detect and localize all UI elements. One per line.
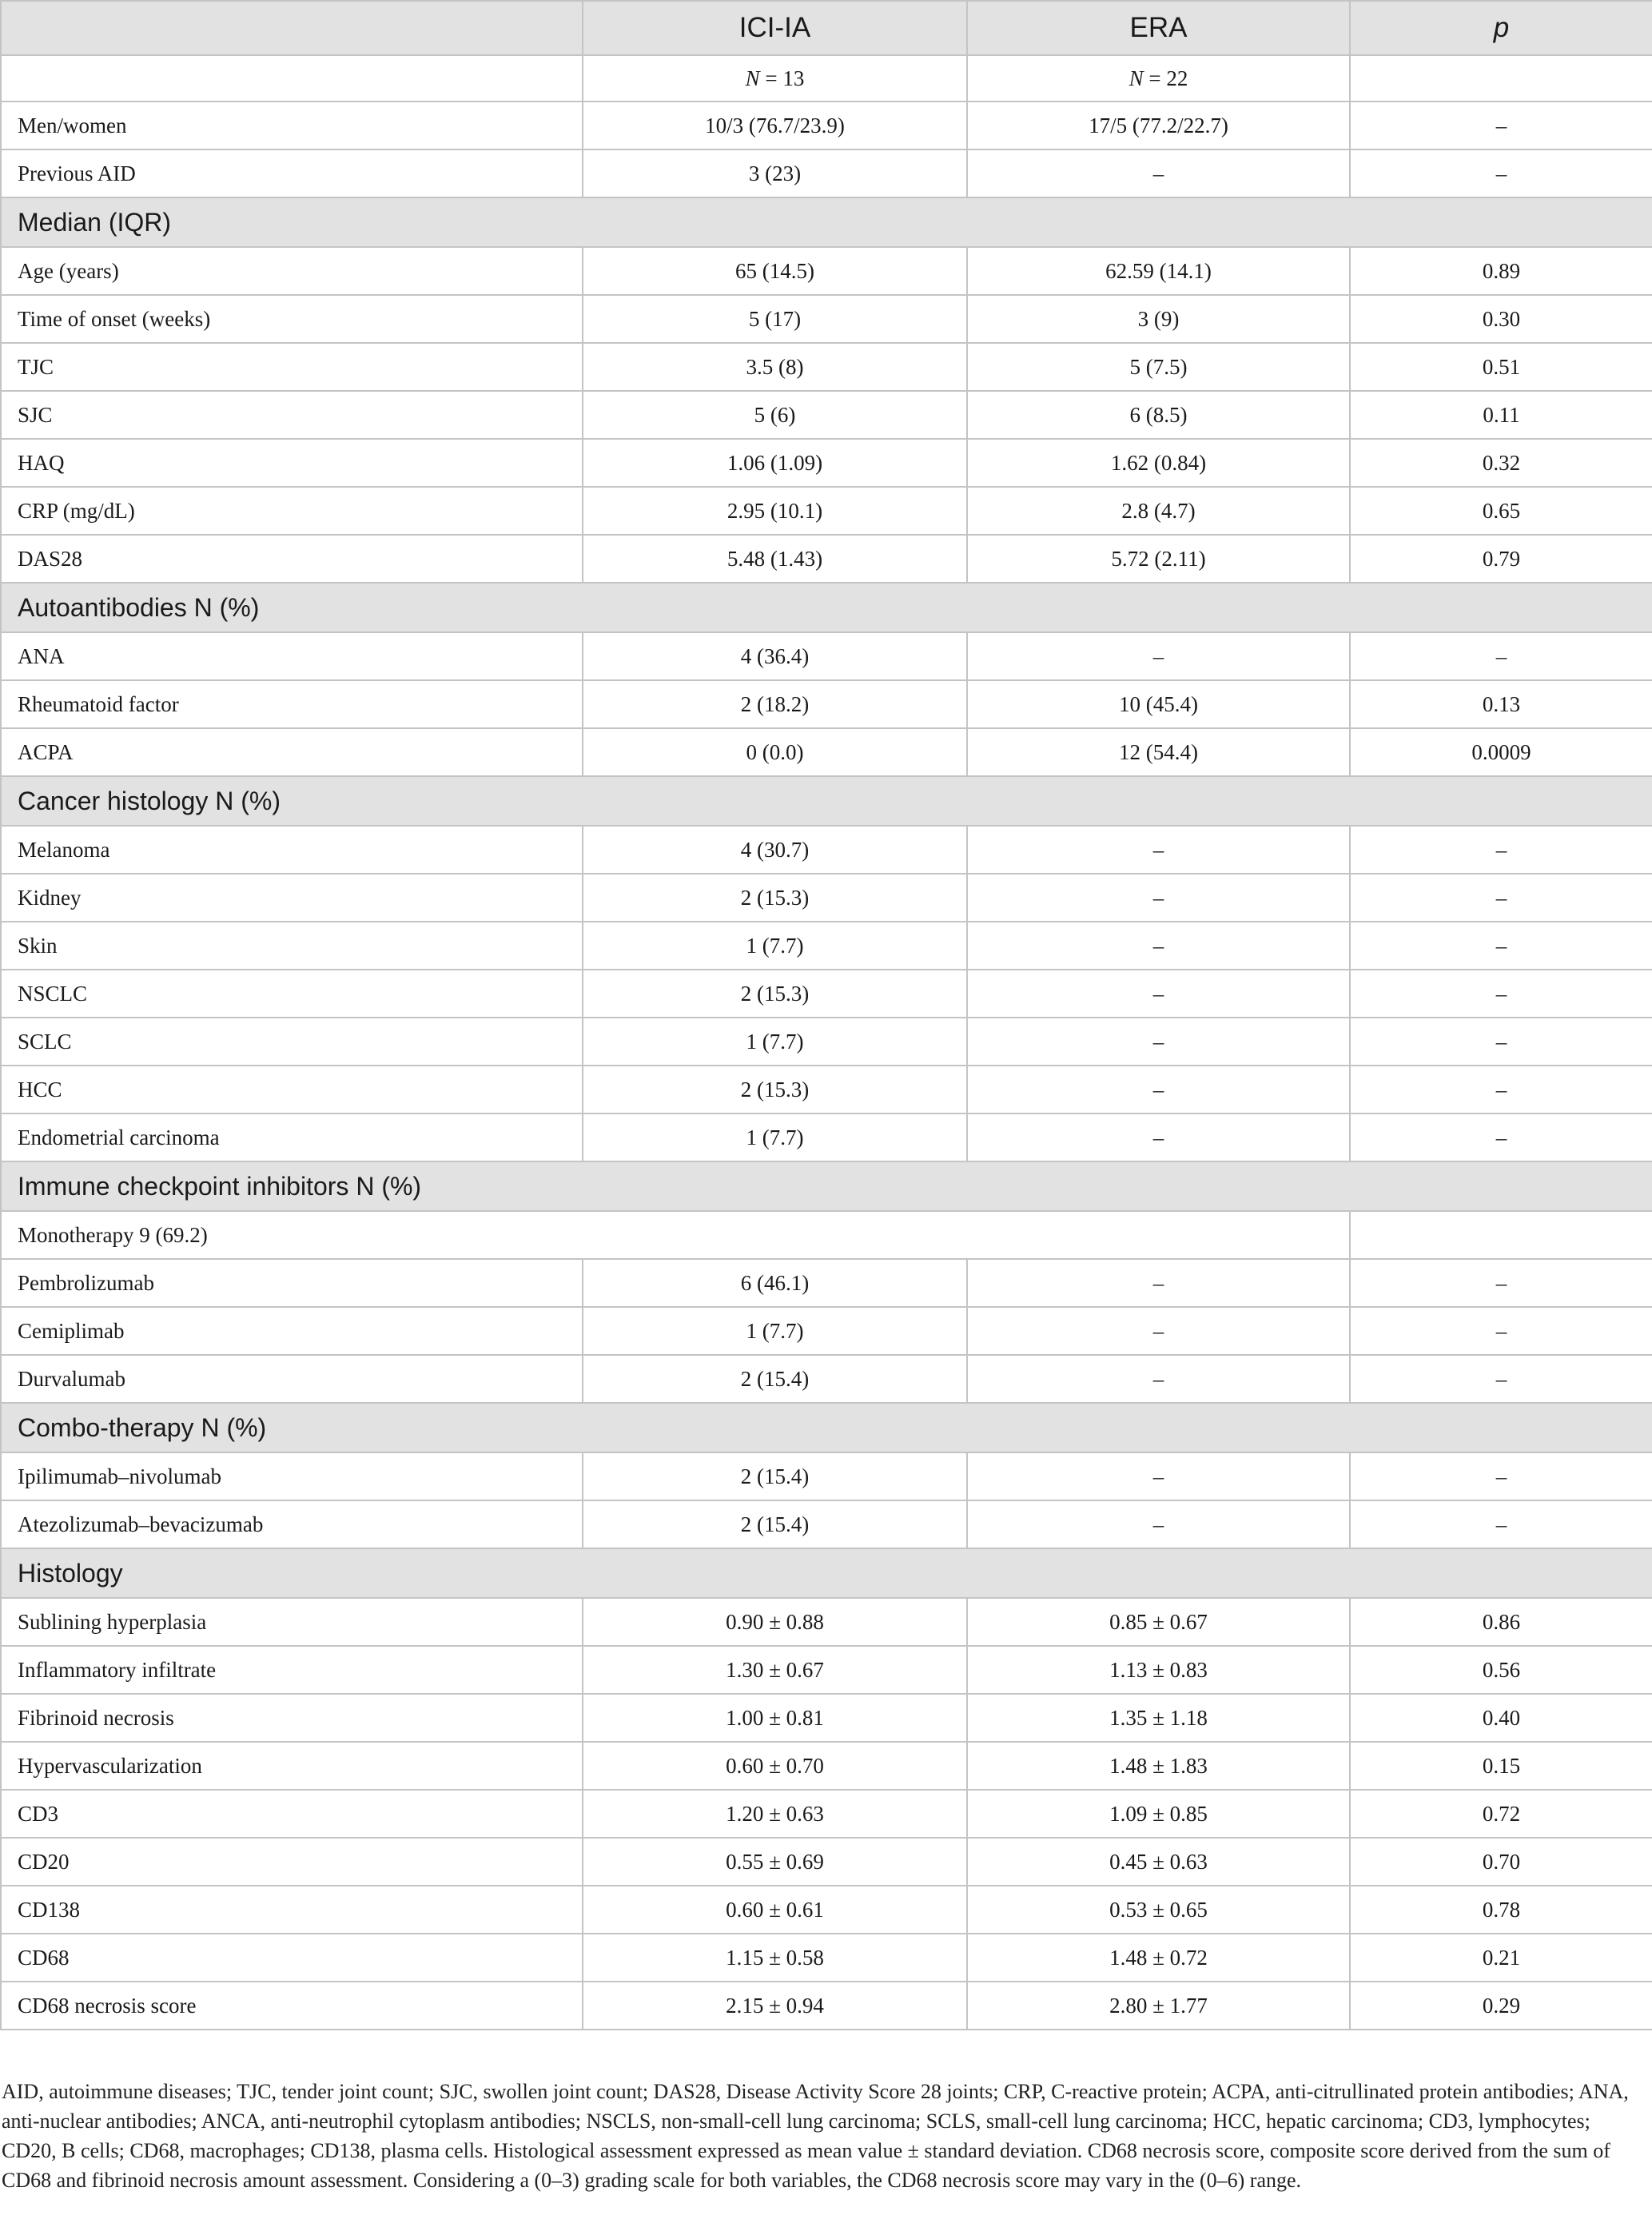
table-row xyxy=(1,102,1652,149)
ici-ia-value: 1 (7.7) xyxy=(583,1307,967,1355)
row-label: HCC xyxy=(1,1066,583,1113)
table-row xyxy=(1,343,1652,391)
header-p-value: p xyxy=(1350,1,1652,55)
row-label: Previous AID xyxy=(1,149,583,197)
table-row xyxy=(1,1598,1652,1646)
ici-ia-value: 2 (15.3) xyxy=(583,874,967,922)
era-value: – xyxy=(967,1259,1350,1307)
p-value: – xyxy=(1350,826,1652,874)
row-label: CD3 xyxy=(1,1790,583,1838)
table-row xyxy=(1,391,1652,439)
row-label: ACPA xyxy=(1,728,583,776)
table-row xyxy=(1,439,1652,487)
ici-ia-value: 2 (15.3) xyxy=(583,1066,967,1113)
era-value: – xyxy=(967,970,1350,1018)
p-value: – xyxy=(1350,1452,1652,1500)
ici-ia-value: 65 (14.5) xyxy=(583,247,967,295)
ici-ia-value: 4 (30.7) xyxy=(583,826,967,874)
ici-ia-value: 1 (7.7) xyxy=(583,1018,967,1066)
ici-ia-value: 0.60 ± 0.70 xyxy=(583,1742,967,1790)
era-value: 2.80 ± 1.77 xyxy=(967,1982,1350,2030)
section-title: Autoantibodies N (%) xyxy=(1,583,1652,632)
p-value: 0.40 xyxy=(1350,1694,1652,1742)
header-label-cell xyxy=(1,1,583,55)
table-row xyxy=(1,1934,1652,1982)
table-row xyxy=(1,922,1652,970)
era-value: 1.13 ± 0.83 xyxy=(967,1646,1350,1694)
section-header-row xyxy=(1,1161,1652,1211)
p-value: 0.15 xyxy=(1350,1742,1652,1790)
sample-size-label xyxy=(1,55,583,102)
era-value: – xyxy=(967,1018,1350,1066)
p-value: 0.78 xyxy=(1350,1886,1652,1934)
row-label: SJC xyxy=(1,391,583,439)
p-value: – xyxy=(1350,1018,1652,1066)
row-label: CD138 xyxy=(1,1886,583,1934)
era-value: 10 (45.4) xyxy=(967,680,1350,728)
p-value: 0.70 xyxy=(1350,1838,1652,1886)
table-row xyxy=(1,1500,1652,1548)
p-value: 0.79 xyxy=(1350,535,1652,583)
row-label: Melanoma xyxy=(1,826,583,874)
era-value: 3 (9) xyxy=(967,295,1350,343)
era-value: 1.48 ± 1.83 xyxy=(967,1742,1350,1790)
table-row xyxy=(1,1307,1652,1355)
row-label: DAS28 xyxy=(1,535,583,583)
row-label: Sublining hyperplasia xyxy=(1,1598,583,1646)
row-label: Ipilimumab–nivolumab xyxy=(1,1452,583,1500)
era-value: 62.59 (14.1) xyxy=(967,247,1350,295)
p-value: 0.11 xyxy=(1350,391,1652,439)
era-value: 1.35 ± 1.18 xyxy=(967,1694,1350,1742)
ici-ia-value: 3.5 (8) xyxy=(583,343,967,391)
row-label: Cemiplimab xyxy=(1,1307,583,1355)
ici-ia-value: 5 (17) xyxy=(583,295,967,343)
row-label: Age (years) xyxy=(1,247,583,295)
ici-ia-value: 6 (46.1) xyxy=(583,1259,967,1307)
row-label: Hypervascularization xyxy=(1,1742,583,1790)
p-value: 0.13 xyxy=(1350,680,1652,728)
p-value: – xyxy=(1350,1355,1652,1403)
row-label: SCLC xyxy=(1,1018,583,1066)
header-era: ERA xyxy=(967,1,1350,55)
ici-ia-value: 5.48 (1.43) xyxy=(583,535,967,583)
p-value: 0.89 xyxy=(1350,247,1652,295)
p-value: – xyxy=(1350,1066,1652,1113)
ici-ia-value: 1.06 (1.09) xyxy=(583,439,967,487)
p-value: 0.72 xyxy=(1350,1790,1652,1838)
era-value: 0.85 ± 0.67 xyxy=(967,1598,1350,1646)
row-label: CD68 xyxy=(1,1934,583,1982)
row-label: NSCLC xyxy=(1,970,583,1018)
section-title: Combo-therapy N (%) xyxy=(1,1403,1652,1452)
table-row xyxy=(1,1452,1652,1500)
era-value: 6 (8.5) xyxy=(967,391,1350,439)
p-value: 0.0009 xyxy=(1350,728,1652,776)
row-label: HAQ xyxy=(1,439,583,487)
row-label: ANA xyxy=(1,632,583,680)
era-value: – xyxy=(967,149,1350,197)
row-label: Rheumatoid factor xyxy=(1,680,583,728)
ici-ia-value: 2 (15.4) xyxy=(583,1355,967,1403)
ici-ia-value: 1 (7.7) xyxy=(583,922,967,970)
ici-ia-value: 1 (7.7) xyxy=(583,1113,967,1161)
era-value: – xyxy=(967,1355,1350,1403)
row-label: Men/women xyxy=(1,102,583,149)
era-value: – xyxy=(967,1113,1350,1161)
sample-size-era xyxy=(967,55,1350,102)
ici-ia-value: 1.30 ± 0.67 xyxy=(583,1646,967,1694)
table-row xyxy=(1,1886,1652,1934)
era-value: 0.45 ± 0.63 xyxy=(967,1838,1350,1886)
p-value: 0.21 xyxy=(1350,1934,1652,1982)
table-row xyxy=(1,1646,1652,1694)
era-value: – xyxy=(967,826,1350,874)
row-label: Durvalumab xyxy=(1,1355,583,1403)
n-value: = 22 xyxy=(1143,66,1188,90)
section-title: Median (IQR) xyxy=(1,197,1652,247)
era-value: 12 (54.4) xyxy=(967,728,1350,776)
ici-ia-value: 2 (15.4) xyxy=(583,1500,967,1548)
table-row xyxy=(1,1113,1652,1161)
row-label: Time of onset (weeks) xyxy=(1,295,583,343)
table-row xyxy=(1,149,1652,197)
p-value: – xyxy=(1350,632,1652,680)
table-row xyxy=(1,1018,1652,1066)
section-header-row xyxy=(1,1548,1652,1598)
table-row xyxy=(1,295,1652,343)
era-value: – xyxy=(967,874,1350,922)
ici-ia-value: 0.90 ± 0.88 xyxy=(583,1598,967,1646)
table-row xyxy=(1,247,1652,295)
era-value: – xyxy=(967,922,1350,970)
p-value: – xyxy=(1350,102,1652,149)
p-value: – xyxy=(1350,874,1652,922)
ici-ia-value: 0.60 ± 0.61 xyxy=(583,1886,967,1934)
row-label: Fibrinoid necrosis xyxy=(1,1694,583,1742)
section-header-row xyxy=(1,197,1652,247)
row-label: Inflammatory infiltrate xyxy=(1,1646,583,1694)
ici-ia-value: 1.20 ± 0.63 xyxy=(583,1790,967,1838)
era-value: 2.8 (4.7) xyxy=(967,487,1350,535)
section-header-row xyxy=(1,776,1652,826)
ici-ia-value: 2 (15.3) xyxy=(583,970,967,1018)
p-value: 0.32 xyxy=(1350,439,1652,487)
table-row xyxy=(1,1982,1652,2030)
p-value: 0.29 xyxy=(1350,1982,1652,2030)
sample-size-p xyxy=(1350,55,1652,102)
p-value: – xyxy=(1350,922,1652,970)
era-value: 1.09 ± 0.85 xyxy=(967,1790,1350,1838)
p-value: – xyxy=(1350,970,1652,1018)
table-row xyxy=(1,487,1652,535)
n-value: = 13 xyxy=(759,66,805,90)
ici-ia-value: 3 (23) xyxy=(583,149,967,197)
table-row xyxy=(1,1259,1652,1307)
table-row xyxy=(1,874,1652,922)
table-row xyxy=(1,826,1652,874)
era-value: 17/5 (77.2/22.7) xyxy=(967,102,1350,149)
p-value: 0.51 xyxy=(1350,343,1652,391)
ici-ia-value: 0.55 ± 0.69 xyxy=(583,1838,967,1886)
p-value: 0.65 xyxy=(1350,487,1652,535)
sample-size-row xyxy=(1,55,1652,102)
ici-ia-value: 2 (18.2) xyxy=(583,680,967,728)
table-row xyxy=(1,1694,1652,1742)
table-header-row xyxy=(1,1,1652,55)
row-label: Skin xyxy=(1,922,583,970)
ici-ia-value: 2.95 (10.1) xyxy=(583,487,967,535)
row-label: Kidney xyxy=(1,874,583,922)
subgroup-empty-cell xyxy=(1350,1211,1652,1259)
row-label: Atezolizumab–bevacizumab xyxy=(1,1500,583,1548)
table-row xyxy=(1,1355,1652,1403)
p-value: – xyxy=(1350,1259,1652,1307)
row-label: Pembrolizumab xyxy=(1,1259,583,1307)
era-value: 1.48 ± 0.72 xyxy=(967,1934,1350,1982)
section-title: Immune checkpoint inhibitors N (%) xyxy=(1,1161,1652,1211)
n-symbol: N xyxy=(1129,66,1144,90)
table-row xyxy=(1,535,1652,583)
table-row xyxy=(1,680,1652,728)
table-row xyxy=(1,728,1652,776)
row-label: Endometrial carcinoma xyxy=(1,1113,583,1161)
ici-ia-value: 0 (0.0) xyxy=(583,728,967,776)
table-footnote: AID, autoimmune diseases; TJC, tender joint count; SJC, swollen joint count; DAS28, Disease Activity Score 28 joints; CRP, C-reactive protein; ACPA, anti-citrullinated protein antibodies; ANA, anti-nuclear antibodies; ANCA, anti-neutrophil cytoplasm antibodies; NSCLS, non-small-cell lung carcinoma; SCLS, small-cell lung carcinoma; HCC, hepatic carcinoma; CD3, lymphocytes; CD20, B cells; CD68, macrophages; CD138, plasma cells. Histological assessment expressed as mean value ± standard deviation. CD68 necrosis score, composite score derived from the sum of CD68 and fibrinoid necrosis amount assessment. Considering a (0–3) grading scale for both variables, the CD68 necrosis score may vary in the (0–6) range. xyxy=(2,2080,1629,2192)
ici-ia-value: 5 (6) xyxy=(583,391,967,439)
subgroup-row xyxy=(1,1211,1652,1259)
sample-size-ici-ia xyxy=(583,55,967,102)
ici-ia-value: 2.15 ± 0.94 xyxy=(583,1982,967,2030)
section-title: Cancer histology N (%) xyxy=(1,776,1652,826)
row-label: CRP (mg/dL) xyxy=(1,487,583,535)
p-value: 0.30 xyxy=(1350,295,1652,343)
table-row xyxy=(1,1066,1652,1113)
era-value: 1.62 (0.84) xyxy=(967,439,1350,487)
table-row xyxy=(1,632,1652,680)
header-ici-ia: ICI-IA xyxy=(583,1,967,55)
table-row xyxy=(1,1742,1652,1790)
p-value: 0.56 xyxy=(1350,1646,1652,1694)
era-value: 5 (7.5) xyxy=(967,343,1350,391)
table-row xyxy=(1,1790,1652,1838)
era-value: – xyxy=(967,632,1350,680)
ici-ia-value: 1.15 ± 0.58 xyxy=(583,1934,967,1982)
row-label: TJC xyxy=(1,343,583,391)
era-value: 0.53 ± 0.65 xyxy=(967,1886,1350,1934)
p-value: – xyxy=(1350,1113,1652,1161)
era-value: – xyxy=(967,1452,1350,1500)
section-title: Histology xyxy=(1,1548,1652,1598)
table-row xyxy=(1,970,1652,1018)
ici-ia-value: 2 (15.4) xyxy=(583,1452,967,1500)
p-value: 0.86 xyxy=(1350,1598,1652,1646)
ici-ia-value: 10/3 (76.7/23.9) xyxy=(583,102,967,149)
section-header-row xyxy=(1,1403,1652,1452)
era-value: – xyxy=(967,1500,1350,1548)
p-value: – xyxy=(1350,149,1652,197)
subgroup-label: Monotherapy 9 (69.2) xyxy=(1,1211,1350,1259)
table-row xyxy=(1,1838,1652,1886)
section-header-row xyxy=(1,583,1652,632)
n-symbol: N xyxy=(745,66,760,90)
p-value: – xyxy=(1350,1500,1652,1548)
p-value: – xyxy=(1350,1307,1652,1355)
row-label: CD20 xyxy=(1,1838,583,1886)
era-value: – xyxy=(967,1307,1350,1355)
ici-ia-value: 1.00 ± 0.81 xyxy=(583,1694,967,1742)
era-value: – xyxy=(967,1066,1350,1113)
row-label: CD68 necrosis score xyxy=(1,1982,583,2030)
ici-ia-value: 4 (36.4) xyxy=(583,632,967,680)
era-value: 5.72 (2.11) xyxy=(967,535,1350,583)
